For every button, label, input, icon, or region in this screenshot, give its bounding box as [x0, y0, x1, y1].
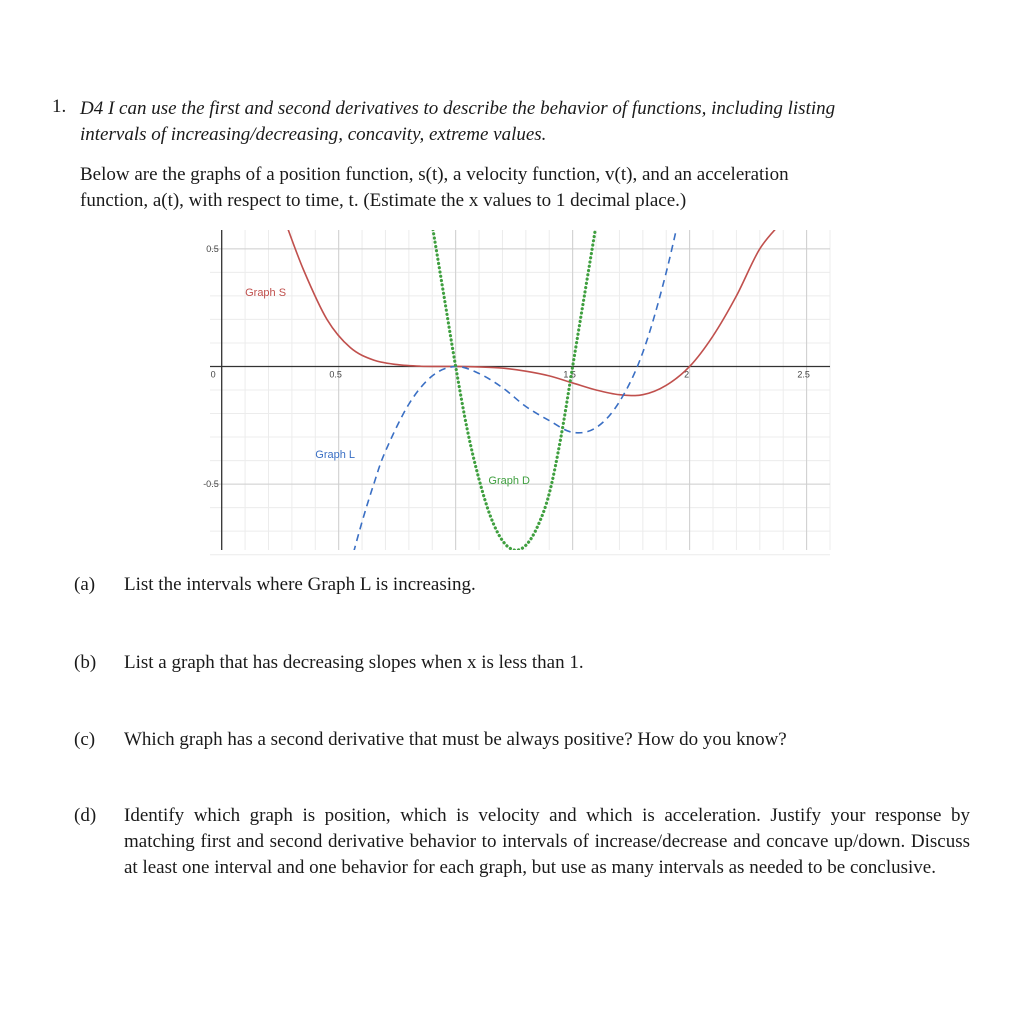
- question-a-text: List the intervals where Graph L is increasing.: [124, 574, 476, 595]
- x-tick-label: 0.5: [329, 369, 342, 380]
- x-tick-label: 2.5: [797, 369, 810, 380]
- problem-intro: [80, 162, 972, 214]
- graph-l-label: Graph L: [315, 449, 356, 462]
- graph-d-curve: [432, 225, 596, 550]
- intro-line-1: Below are the graphs of a position function, s(t), a velocity function, v(t), and an acceleration: [80, 164, 789, 185]
- intro-line-2: function, a(t), with respect to time, t. (Estimate the x values to 1 decimal place.): [80, 190, 687, 211]
- learning-objective: [80, 96, 972, 148]
- series-labels: [245, 287, 530, 487]
- objective-line-2: intervals of increasing/decreasing, concavity, extreme values.: [80, 124, 547, 145]
- function-graph: [203, 230, 830, 550]
- graph-s-label: Graph S: [245, 286, 287, 299]
- x-tick-label: 0: [210, 369, 216, 380]
- question-d-label: (d): [74, 805, 97, 826]
- question-a-label: (a): [74, 574, 96, 595]
- question-d-text: Identify which graph is position, which is velocity and which is acceleration. Justify your response by matching first and second derivative behavior to intervals of increase/decrease and concave up/down. Discuss at least one interval and one behavior for each graph, but use as many intervals as needed to be conclusive.: [124, 805, 970, 878]
- x-tick-label: 1.5: [563, 369, 576, 380]
- graph-d-label: Graph D: [488, 475, 530, 488]
- question-b-text: List a graph that has decreasing slopes when x is less than 1.: [124, 652, 584, 673]
- question-c-text: Which graph has a second derivative that must be always positive? How do you know?: [124, 729, 787, 750]
- grid-minor-lines: [210, 230, 830, 555]
- graph-s-curve: [285, 206, 795, 395]
- y-tick-label: -0.5: [203, 479, 219, 490]
- problem-number: 1.: [52, 96, 67, 117]
- question-b-label: (b): [74, 652, 97, 673]
- question-c-label: (c): [74, 729, 96, 750]
- x-tick-label: 2: [684, 369, 690, 380]
- objective-line-1: D4 I can use the first and second derivatives to describe the behavior of functions, including listing: [80, 98, 836, 119]
- y-tick-label: 0.5: [206, 243, 219, 254]
